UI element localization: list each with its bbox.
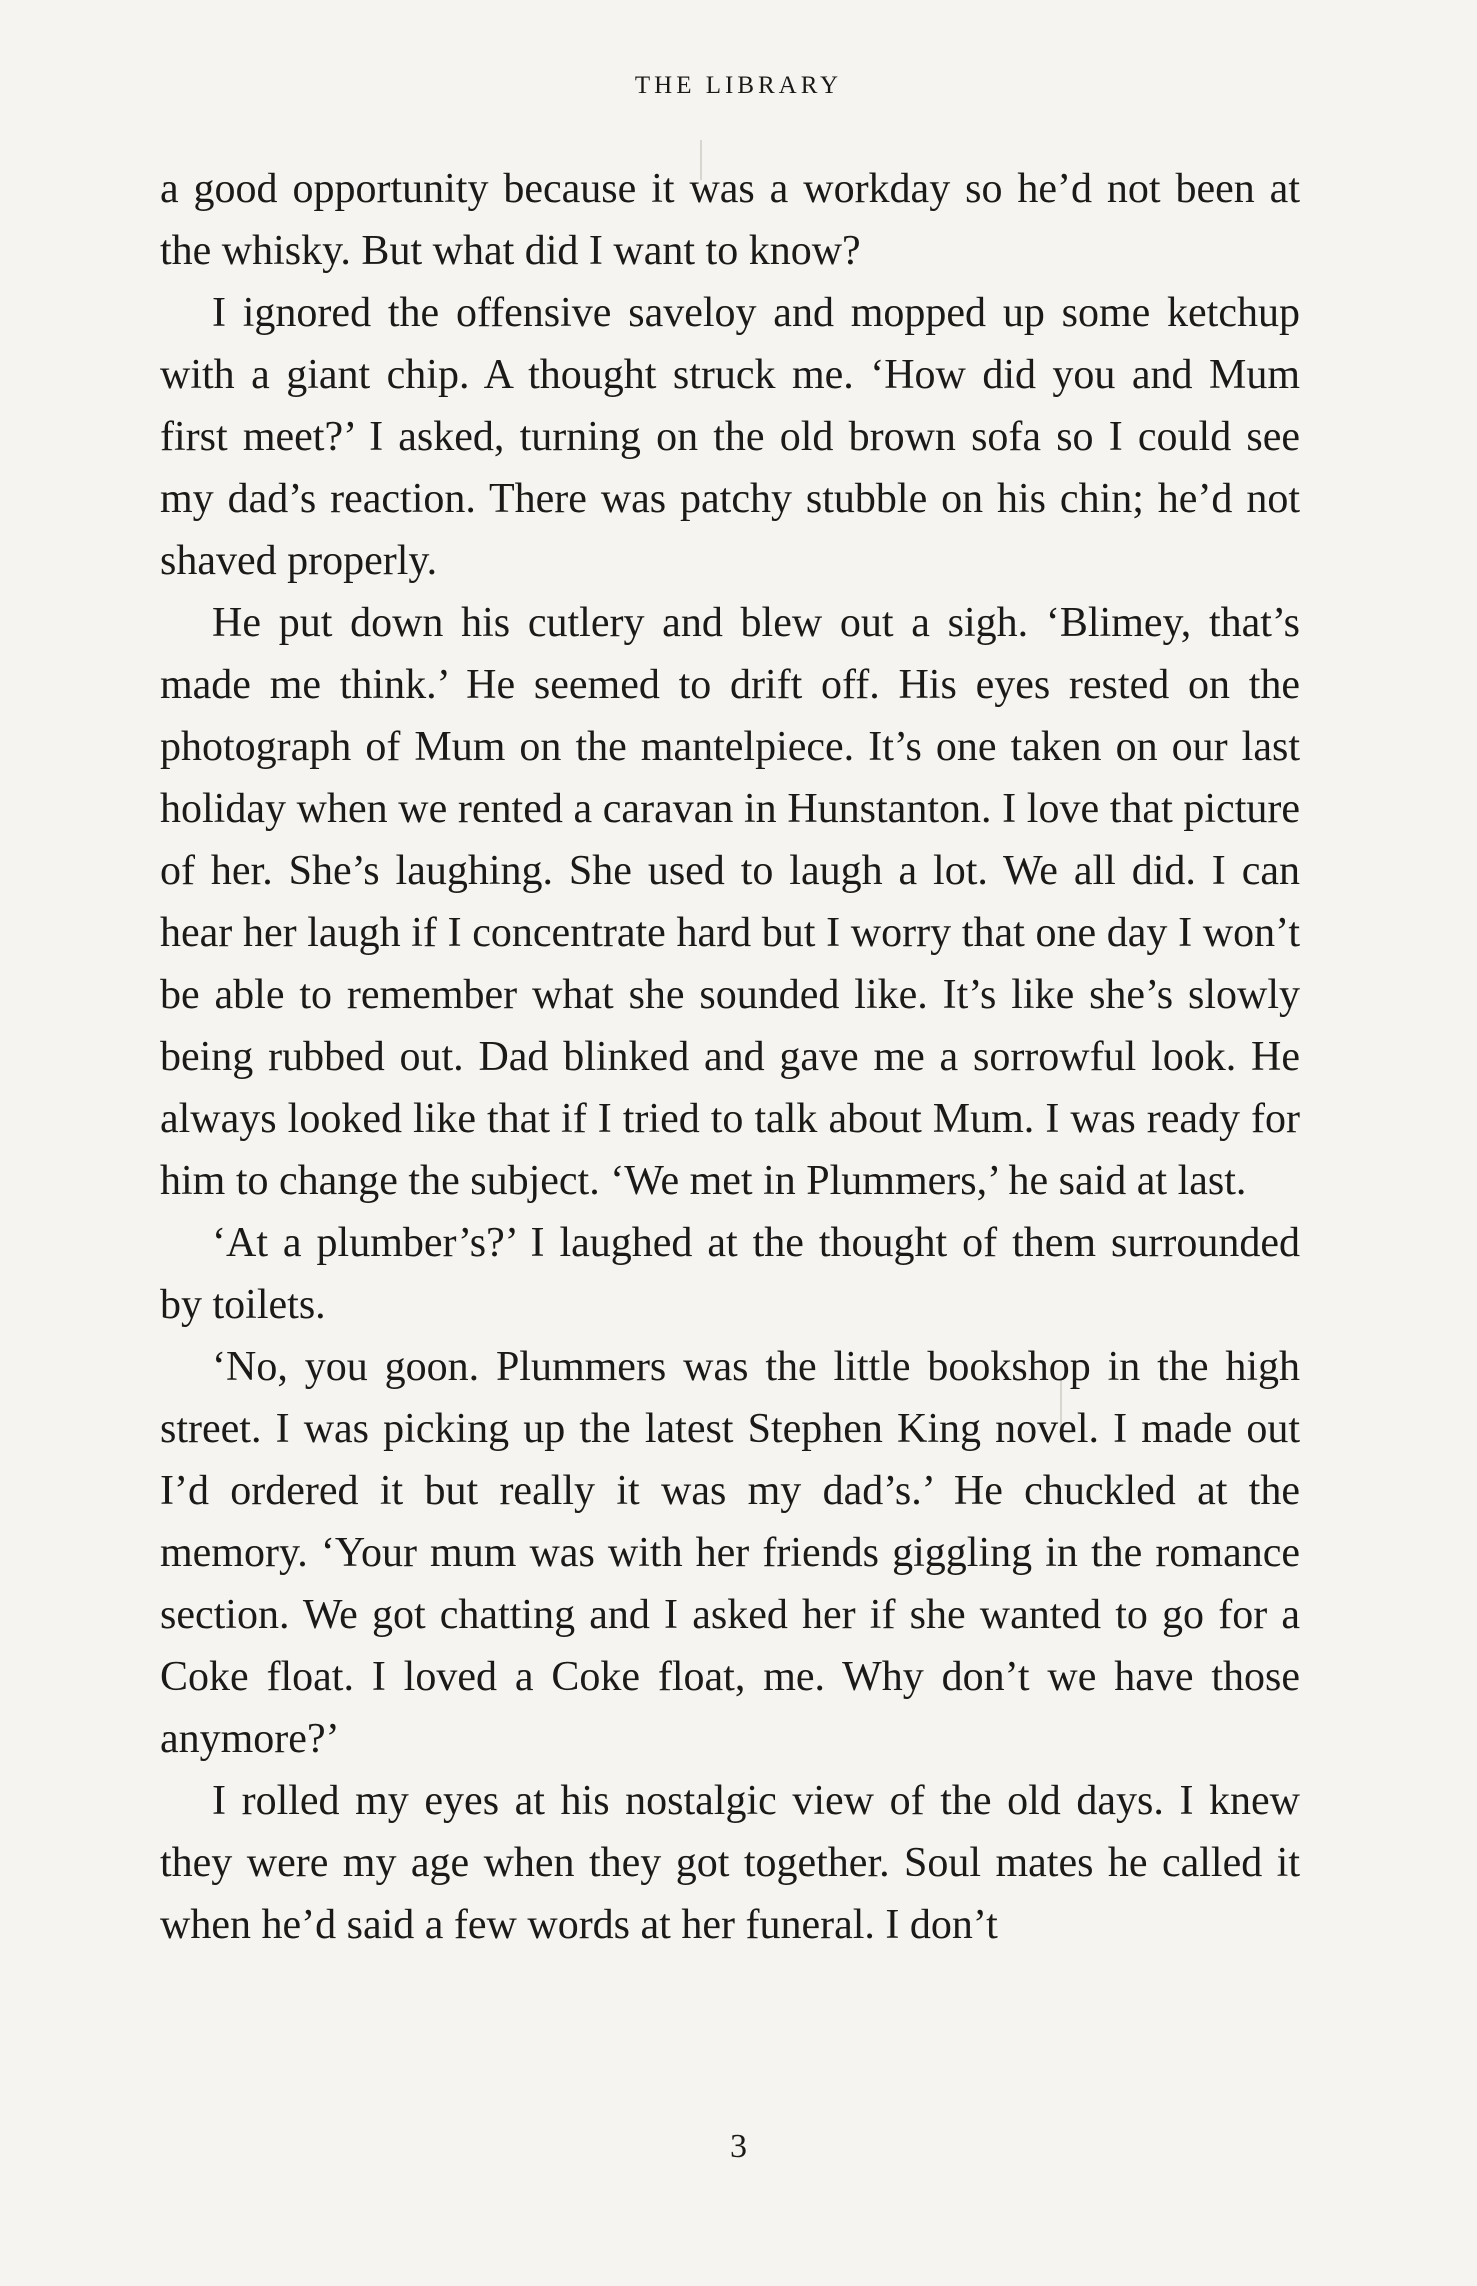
paragraph: ‘No, you goon. Plummers was the little bookshop in the high street. I was picking up the latest Stephen King novel. I made out I’d ordered it but really it was my dad’s.’ He chuckled at the memory. ‘Your mum was with her friends giggling in the romance section. We got chatting and I asked her if she wanted to go for a Coke float. I loved a Coke float, me. Why don’t we have those anymore?’	[160, 1344, 1300, 1762]
body-text	[160, 158, 1300, 1956]
running-head: THE LIBRARY	[634, 72, 843, 99]
paragraph: He put down his cutlery and blew out a sigh. ‘Blimey, that’s made me think.’ He seemed to drift off. His eyes rested on the photograph of Mum on the mantelpiece. It’s one taken on our last holiday when we rented a caravan in Hunstanton. I love that picture of her. She’s laughing. She used to laugh a lot. We all did. I can hear her laugh if I concentrate hard but I worry that one day I won’t be able to remember what she sounded like. It’s like she’s slowly being rubbed out. Dad blinked and gave me a sorrowful look. He always looked like that if I tried to talk about Mum. I was ready for him to change the subject. ‘We met in Plummers,’ he said at last.	[160, 600, 1300, 1204]
paragraph: ‘At a plumber’s?’ I laughed at the thought of them surrounded by toilets.	[160, 1220, 1300, 1328]
paragraph: a good opportunity because it was a workday so he’d not been at the whisky. But what did I want to know?	[160, 166, 1300, 274]
paragraph: I rolled my eyes at his nostalgic view of the old days. I knew they were my age when they got together. Soul mates he called it when he’d said a few words at her funeral. I don’t	[160, 1778, 1300, 1948]
page-number: 3	[730, 2128, 747, 2165]
paragraph: I ignored the offensive saveloy and mopped up some ketchup with a giant chip. A thought struck me. ‘How did you and Mum first meet?’ I asked, turning on the old brown sofa so I could see my dad’s reaction. There was patchy stubble on his chin; he’d not shaved properly.	[160, 290, 1300, 584]
